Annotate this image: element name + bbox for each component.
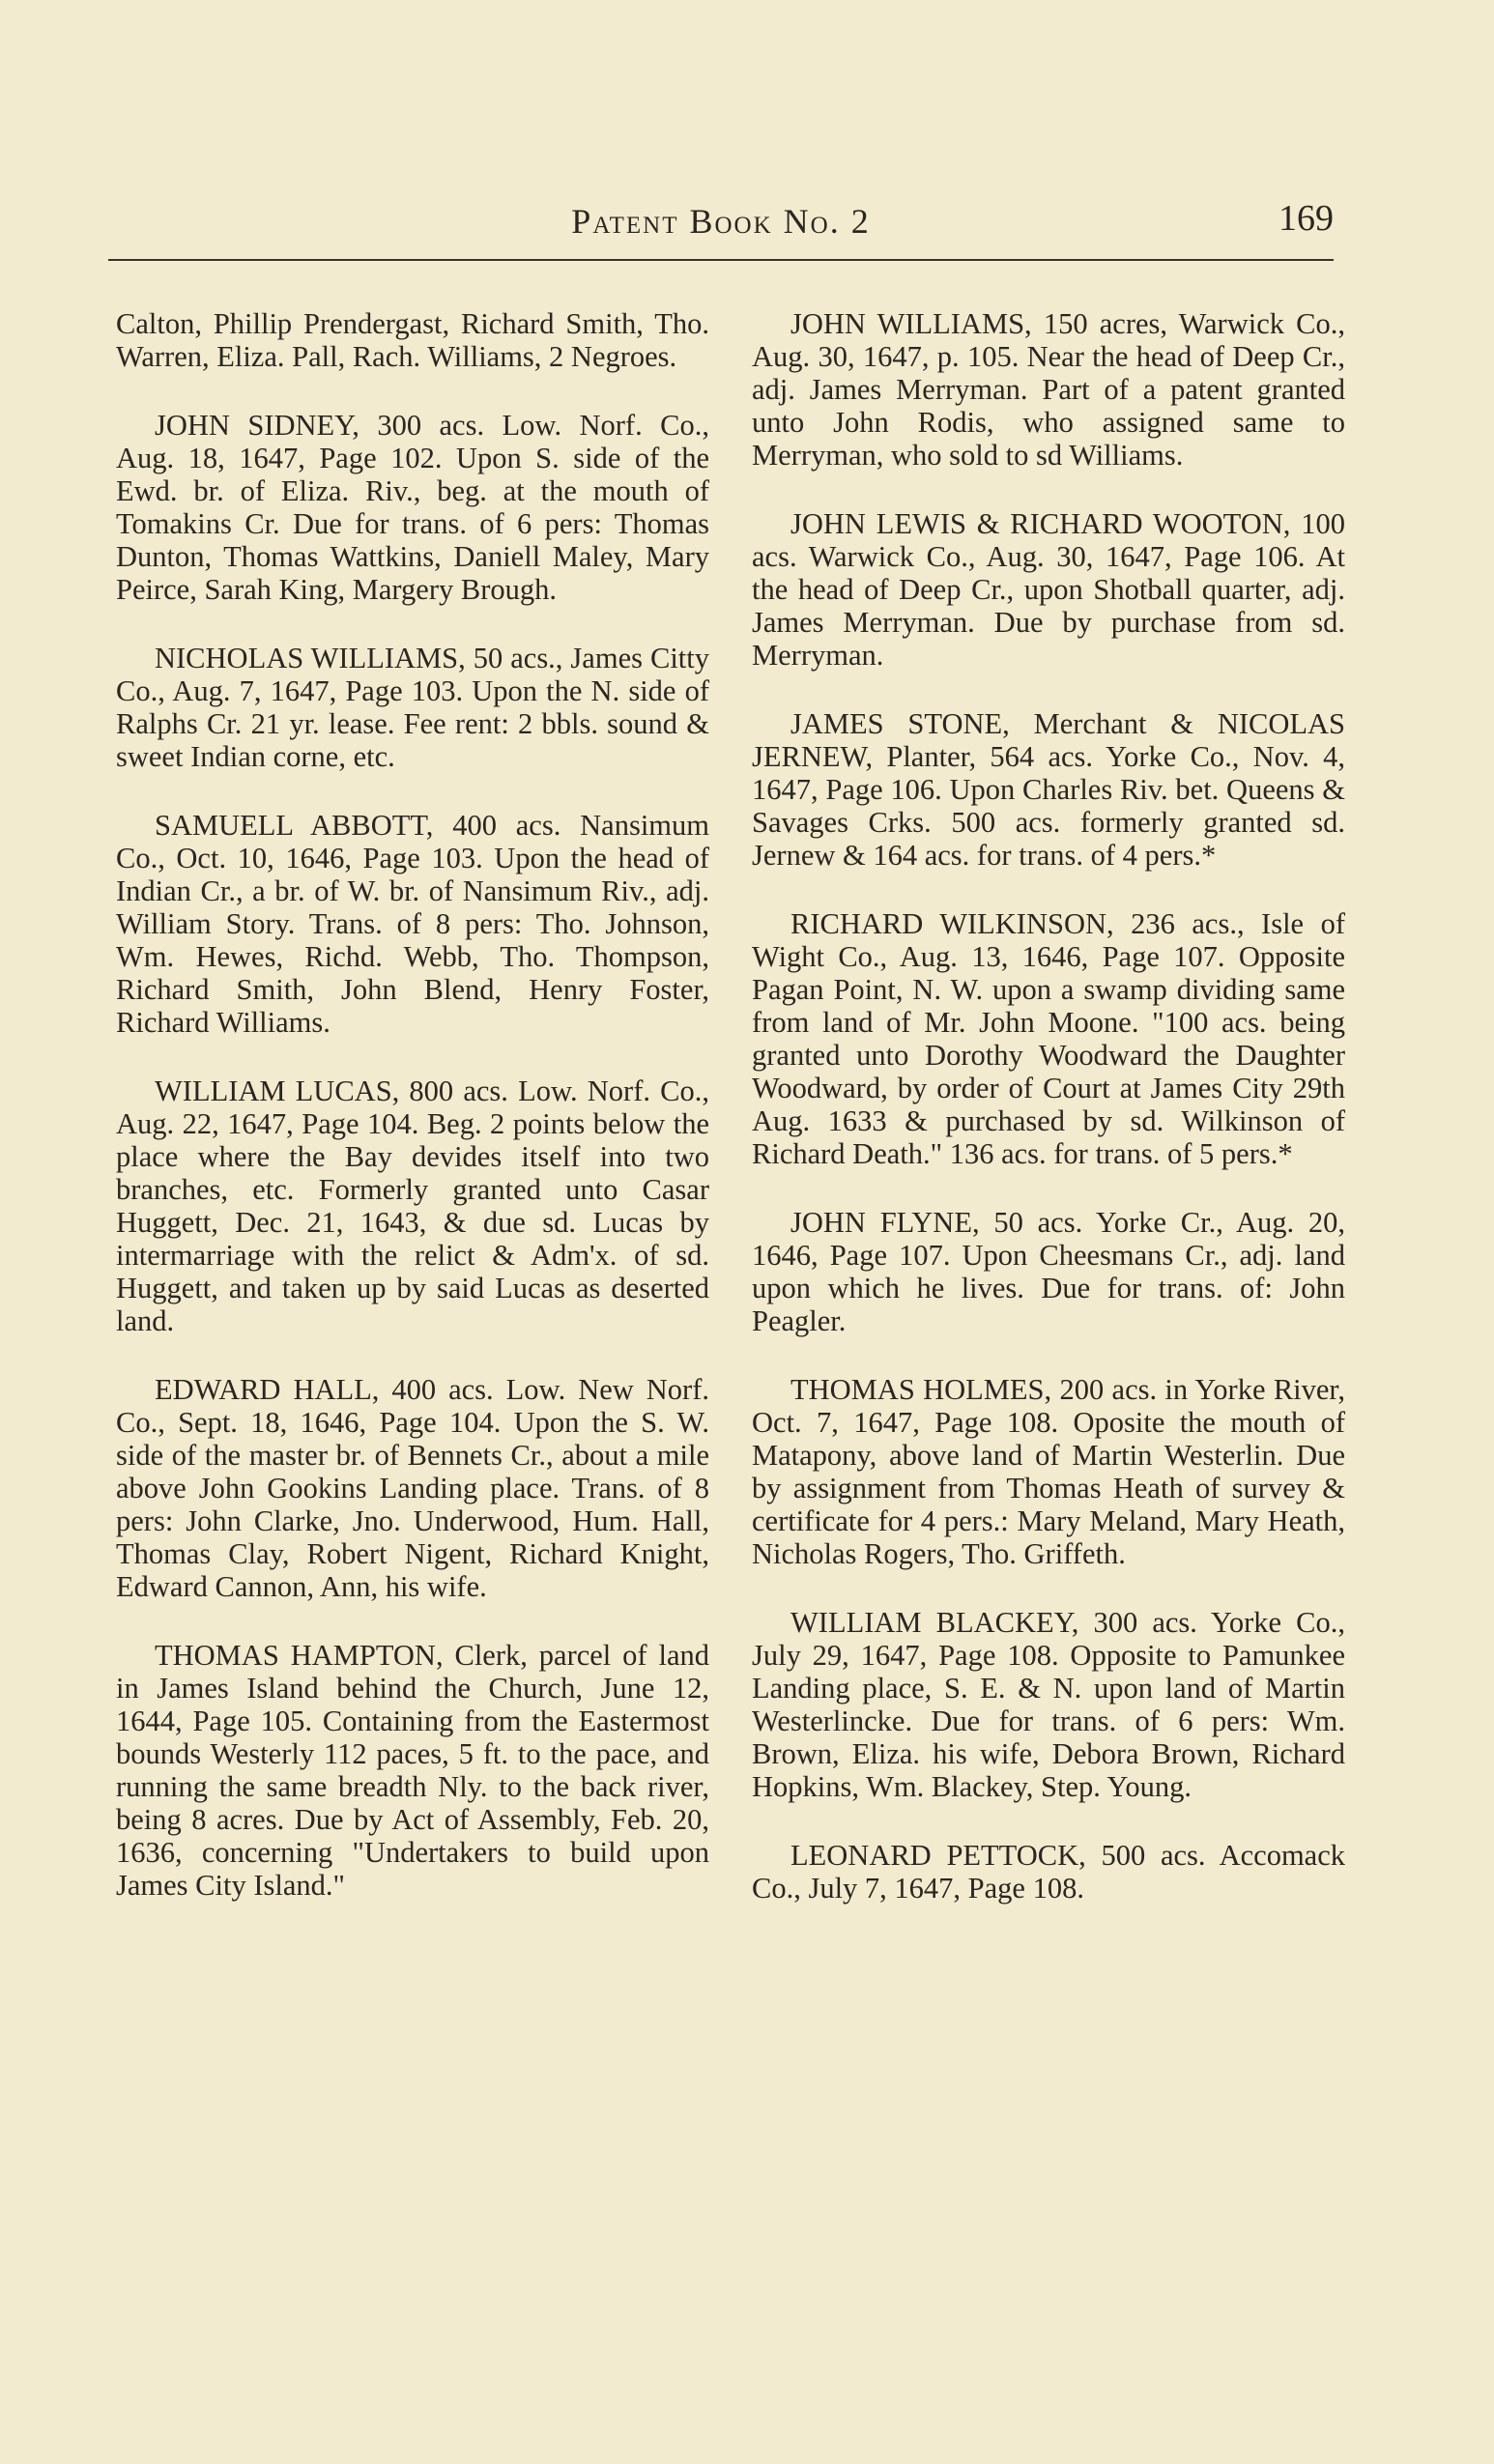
patent-entry: WILLIAM LUCAS, 800 acs. Low. Norf. Co., Aug. 22, 1647, Page 104. Beg. 2 points below the place where the Bay devides itself into two branches, etc. Formerly granted unto Casar Huggett, Dec. 21, 1643, & due sd. Lucas by intermarriage with the relict & Adm'x. of sd. Huggett, and taken up by said Lucas as deserted land. [116, 1074, 709, 1337]
patent-entry: NICHOLAS WILLIAMS, 50 acs., James Citty Co., Aug. 7, 1647, Page 103. Upon the N. side of Ralphs Cr. 21 yr. lease. Fee rent: 2 bbls. sound & sweet Indian corne, etc. [116, 642, 709, 773]
patent-entry: LEONARD PETTOCK, 500 acs. Accomack Co., July 7, 1647, Page 108. [752, 1839, 1345, 1905]
patent-entry: JOHN FLYNE, 50 acs. Yorke Cr., Aug. 20, 1646, Page 107. Upon Cheesmans Cr., adj. land upon which he lives. Due for trans. of: John Peagler. [752, 1206, 1345, 1337]
patent-entry: JOHN LEWIS & RICHARD WOOTON, 100 acs. Warwick Co., Aug. 30, 1647, Page 106. At the head of Deep Cr., upon Shotball quarter, adj. James Merryman. Due by purchase from sd. Merryman. [752, 507, 1345, 672]
patent-entry: Calton, Phillip Prendergast, Richard Smith, Tho. Warren, Eliza. Pall, Rach. Williams, 2 Negroes. [116, 307, 709, 373]
header-rule [108, 259, 1334, 261]
patent-entry: RICHARD WILKINSON, 236 acs., Isle of Wight Co., Aug. 13, 1646, Page 107. Opposite Pagan Point, N. W. upon a swamp dividing same from land of Mr. John Moone. "100 acs. being granted unto Dorothy Woodward the Daughter Woodward, by order of Court at James City 29th Aug. 1633 & purchased by sd. Wilkinson of Richard Death." 136 acs. for trans. of 5 pers.* [752, 907, 1345, 1170]
page-number: 169 [1279, 198, 1334, 239]
running-title: Patent Book No. 2 [571, 202, 871, 241]
patent-entry: THOMAS HOLMES, 200 acs. in Yorke River, Oct. 7, 1647, Page 108. Oposite the mouth of Matapony, above land of Martin Westerlin. Due by assignment from Thomas Heath of survey & certificate for 4 pers.: Mary Meland, Mary Heath, Nicholas Rogers, Tho. Griffeth. [752, 1373, 1345, 1570]
left-column [116, 307, 709, 1937]
patent-entry: JOHN WILLIAMS, 150 acres, Warwick Co., Aug. 30, 1647, p. 105. Near the head of Deep Cr., adj. James Merryman. Part of a patent granted unto John Rodis, who assigned same to Merryman, who sold to sd Williams. [752, 307, 1345, 472]
running-header [108, 193, 1334, 251]
patent-entry: SAMUELL ABBOTT, 400 acs. Nansimum Co., Oct. 10, 1646, Page 103. Upon the head of Indian Cr., a br. of W. br. of Nansimum Riv., adj. William Story. Trans. of 8 pers: Tho. Johnson, Wm. Hewes, Richd. Webb, Tho. Thompson, Richard Smith, John Blend, Henry Foster, Richard Williams. [116, 809, 709, 1039]
patent-entry: THOMAS HAMPTON, Clerk, parcel of land in James Island behind the Church, June 12, 1644, Page 105. Containing from the Eastermost bounds Westerly 112 paces, 5 ft. to the pace, and running the same breadth Nly. to the back river, being 8 acres. Due by Act of Assembly, Feb. 20, 1636, concerning "Undertakers to build upon James City Island." [116, 1639, 709, 1902]
patent-entry: EDWARD HALL, 400 acs. Low. New Norf. Co., Sept. 18, 1646, Page 104. Upon the S. W. side of the master br. of Bennets Cr., about a mile above John Gookins Landing place. Trans. of 8 pers: John Clarke, Jno. Underwood, Hum. Hall, Thomas Clay, Robert Nigent, Richard Knight, Edward Cannon, Ann, his wife. [116, 1373, 709, 1603]
patent-entry: JOHN SIDNEY, 300 acs. Low. Norf. Co., Aug. 18, 1647, Page 102. Upon S. side of the Ewd. br. of Eliza. Riv., beg. at the mouth of Tomakins Cr. Due for trans. of 6 pers: Thomas Dunton, Thomas Wattkins, Daniell Maley, Mary Peirce, Sarah King, Margery Brough. [116, 409, 709, 606]
patent-entry: WILLIAM BLACKEY, 300 acs. Yorke Co., July 29, 1647, Page 108. Opposite to Pamunkee Landing place, S. E. & N. upon land of Martin Westerlincke. Due for trans. of 6 pers: Wm. Brown, Eliza. his wife, Debora Brown, Richard Hopkins, Wm. Blackey, Step. Young. [752, 1606, 1345, 1803]
right-column [752, 307, 1345, 1940]
patent-entry: JAMES STONE, Merchant & NICOLAS JERNEW, Planter, 564 acs. Yorke Co., Nov. 4, 1647, Page 106. Upon Charles Riv. bet. Queens & Savages Crks. 500 acs. formerly granted sd. Jernew & 164 acs. for trans. of 4 pers.* [752, 707, 1345, 872]
